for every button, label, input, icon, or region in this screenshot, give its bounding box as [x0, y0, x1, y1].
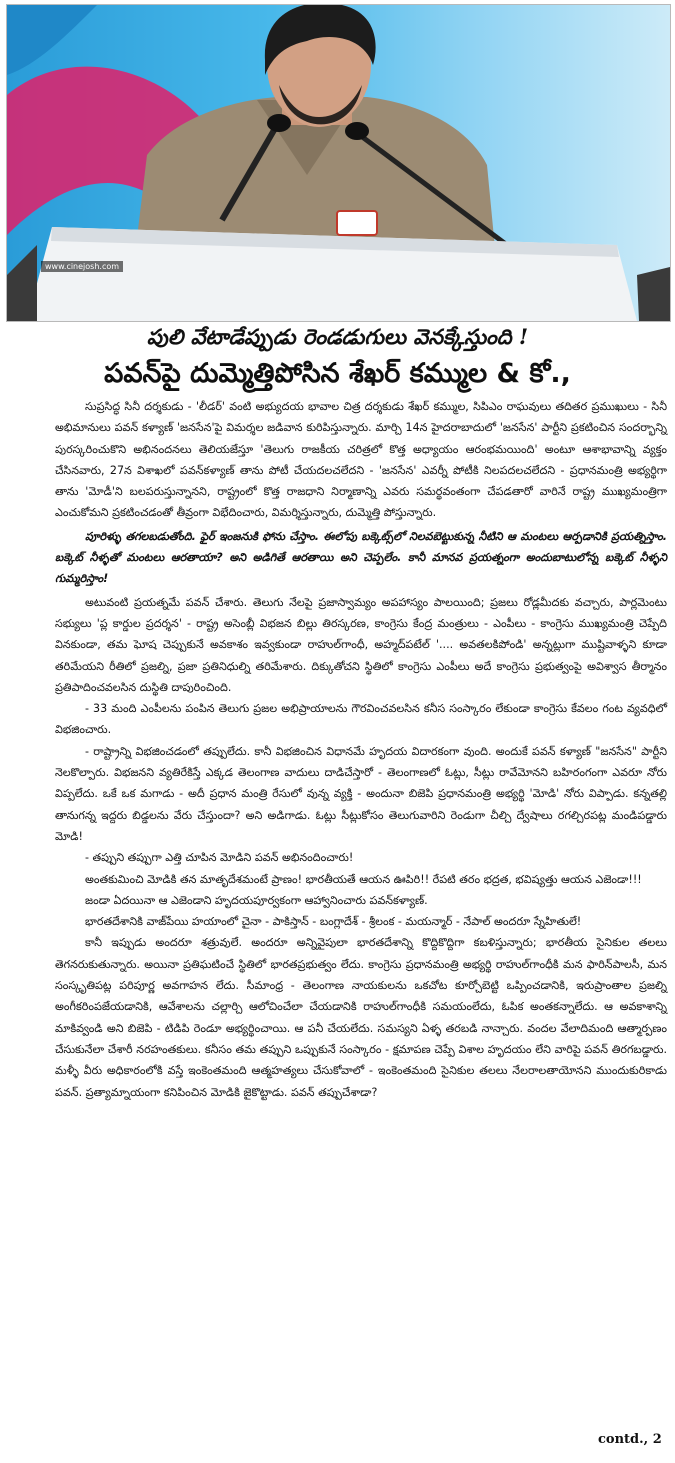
article-paragraph: జండా ఏదయినా ఆ ఎజెండాని హృదయపూర్వకంగా ఆహ్వానించారు పవన్‌కళ్యాణ్‌. — [85, 893, 428, 907]
article-paragraph: - తప్పుని తప్పుగా ఎత్తి చూపిన మోడిని పవన్‌ అభినందించారు! — [85, 851, 354, 865]
article-paragraph: భారతదేశానికి వాజ్‌పేయి హయాంలో చైనా - పాకిస్తాన్‌ - బంగ్లాదేశ్‌ - శ్రీలంక - మయన్మార్‌ - నేపాల్‌ అందరూ స్నేహితులే! — [85, 915, 582, 929]
article-body — [55, 396, 667, 1103]
kicker-heading: పులి వేటాడేప్పుడు రెండడుగులు వెనక్కేస్తుంది ! — [146, 324, 529, 349]
photo-watermark: www.cinejosh.com — [41, 261, 123, 272]
article-paragraph: అంతకుమించి మోడికి తన మాతృదేశమంటే ప్రాణం! భారతీయతే ఆయన ఊపిరి!! రేపటి తరం భద్రత, భవిష్యత్తు ఆయన ఎజెండా!!! — [85, 872, 642, 886]
continued-marker: contd., 2 — [598, 1432, 662, 1447]
article-paragraph: - రాష్ట్రాన్ని విభజించడంలో తప్పులేదు. కానీ విభజించిన విధానమే హృదయ విదారకంగా వుంది. అందుకే పవన్‌ కళ్యాణ్‌ "జనసేన" పార్టీని నెలకొల్పారు. విభజనని వ్యతిరేకిస్తే ఎక్కడ తెలంగాణ వాదులు దాడిచేస్తారో - తెలంగాణలో ఓట్లు, సీట్లు రావేమోనని బహిరంగంగా ఎవరూ నోరు విప్పలేదు. ఒకే ఒక మగాడు - అదీ ప్రధాన మంత్రి రేసులో వున్న వ్యక్తి - అందునా బిజెపి ప్రధానమంత్రి అభ్యర్థి 'మోడి' నోరు విప్పాడు. కన్నతల్లి తానుగన్న ఇద్దరు బిడ్డలను వేరు చేస్తుందా? అని అడిగాడు. ఓట్లు సీట్లుకోసం తెలుగువారిని రెండుగా చీల్చి ద్వేషాలు రగల్చిరపట్ల మండిపడ్డారు మోడి! — [55, 744, 667, 843]
article-paragraph: పూరిళ్ళు తగలబడుతోంది. ఫైర్‌ ఇంజనుకి ఫోను చేస్తాం. ఈలోపు బక్కెట్స్‌లో నిలవబెట్టుకున్న నీటిని ఆ మంటలు ఆర్పడానికి ప్రయత్నిస్తాం. బక్కెట్‌ నీళ్ళతో మంటలు ఆరతాయా? అని అడిగితే ఆరతాయి అని చెప్పలేం. కానీ మానవ ప్రయత్నంగా అందుబాటులోన్న బక్కెట్‌ నీళ్ళని గుమ్మరిస్తాం! — [55, 529, 667, 586]
speaker-photo — [6, 4, 671, 322]
speaker-illustration — [7, 5, 670, 321]
article-paragraph: అటువంటి ప్రయత్నమే పవన్‌ చేశారు. తెలుగు నేలపై ప్రజాస్వామ్యం అపహాస్యం పాలయింది; ప్రజలు రోడ్లమీదకు వచ్చారు, పార్లమెంటు సభ్యులు 'ప్ల కార్డుల ప్రదర్శన' - రాష్ట్ర అసెంబ్లీ విభజన బిల్లు తిరస్కరణ, కాంగ్రెసు కేంద్ర మంత్రులు - ఎంపీలు - కాంగ్రెసు ముఖ్యమంత్రి చెప్పేది వినకుండా, తమ ఘోష చెప్పుకునే అవకాశం ఇవ్వకుండా రాహుల్‌గాంధీ, అహ్మద్‌పటేల్‌ '.... అవతలకిపోండి' అన్నట్లుగా ముష్టివాళ్ళని కూడా తరిమేయని రీతిలో ప్రజల్ని, ప్రజా ప్రతినిధుల్ని తరిమేశారు. దిక్కుతోచని స్థితిలో కాంగ్రెసు ఎంపీలు అదే కాంగ్రెసు ప్రభుత్వంపై అవిశ్వాస తీర్మానం ప్రతిపాదించవలసిన దుస్థితి దాపురించింది. — [55, 595, 667, 694]
article-paragraph: - 33 మంది ఎంపీలను పంపిన తెలుగు ప్రజల అభిప్రాయాలను గౌరవించవలసిన కనీస సంస్కారం లేకుండా కాంగ్రెసు కేవలం గంట వ్యవధిలో విభజించారు. — [55, 702, 667, 737]
headline: పవన్‌పై దుమ్మెత్తిపోసిన శేఖర్‌ కమ్ముల & కో., — [104, 358, 571, 389]
article-paragraph: సుప్రసిద్ధ సినీ దర్శకుడు - 'లీడర్‌' వంటి అభ్యుదయ భావాల చిత్ర దర్శకుడు శేఖర్‌ కమ్ముల, సిపిఎం రాఘవులు తదితర ప్రముఖులు - సినీ అభిమానులు పవన్‌ కళ్యాణ్‌ 'జనసేన'పై విమర్శల జడివాన కురిపిస్తున్నారు. మార్చి 14న హైదరాబాదులో 'జనసేన' పార్టీని ప్రకటించిన సందర్భాన్ని పురస్కరించుకొని అభినందనలు తెలియజేస్తూ 'తెలుగు రాజకీయ చరిత్రలో కొత్త అధ్యాయం ఆరంభమయింది' అంటూ ఆశాభావాన్ని వ్యక్తం చేసినవారు, 27న విశాఖలో పవన్‌కళ్యాణ్‌ తాను పోటీ చేయదలచలేదని - 'జనసేన' ఎవర్నీ పోటీకి నిలపదలచలేదని - ప్రధానమంత్రి అభ్యర్థిగా తాను 'మోడీ'ని బలపరుస్తున్నానని, రాష్ట్రంలో కొత్త రాజధాని నిర్మాణాన్ని ఎవరు సమర్థవంతంగా చేపడతారో వారినే రాష్ట్ర ముఖ్యమంత్రిగా ఎంచుకోమని ప్రకటించడంతో తీవ్రంగా విభేదించారు, విమర్శిస్తున్నారు, దుమ్మెత్తి పోస్తున్నారు. — [55, 400, 667, 520]
article-paragraph: కానీ ఇప్పుడు అందరూ శత్రువులే. అందరూ అన్నివైపులా భారతదేశాన్ని కొద్దికొద్దిగా కబళిస్తున్నారు; భారతీయ సైనికుల తలలు తెగనరుకుతున్నారు. అయినా ప్రతిఘటించే స్థితిలో భారతప్రభుత్వం లేదు. కాంగ్రెసు ప్రధానమంత్రి అభ్యర్థి రాహుల్‌గాంధీకి మన ఫారిన్‌పాలసీ, మన సంస్కృతిపట్ల పరిపూర్ణ అవగాహన లేదు. సీమాంధ్ర - తెలంగాణ నాయకులను ఒకచోట కూర్చోబెట్టి ఒప్పించడానికి, ఇరుప్రాంతాల ప్రజల్ని అంగీకరింపజేయడానికి, ఆవేశాలను చల్లార్చి ఆలోచించేలా చేయడానికి రాహుల్‌గాంధీకి సమయంలేదు, ఓపిక అంతకన్నాలేదు. ఆ అవకాశాన్ని మాకివ్వండి అని బిజెపి - టిడిపి రెండూ అభ్యర్థించాయి. ఆ పనీ చేయలేదు. సమస్యని ఏళ్ళ తరబడి నాన్చారు. వందల వేలాదిమంది ఆత్మార్పణం చేసుకునేలా చేశారీ నరహంతకులు. కనీసం తమ తప్పుని ఒప్పుకునే సంస్కారం - క్షమాపణ చెప్పే విశాల హృదయం లేని వారిపై పవన్‌ తిరగబడ్డారు. మళ్ళీ వీరు అధికారంలోకి వస్తే ఇంకెంతమంది ఆత్మహత్యలు చేసుకోవాలో - ఇంకెంతమంది సైనికుల తలలు నేలరాలతాయోనని ముందుకురికాడు పవన్‌. ప్రత్యామ్నాయంగా కనిపించిన మోడికి జైకొట్టాడు. పవన్‌ తప్పుచేశాడా? — [55, 936, 667, 1099]
